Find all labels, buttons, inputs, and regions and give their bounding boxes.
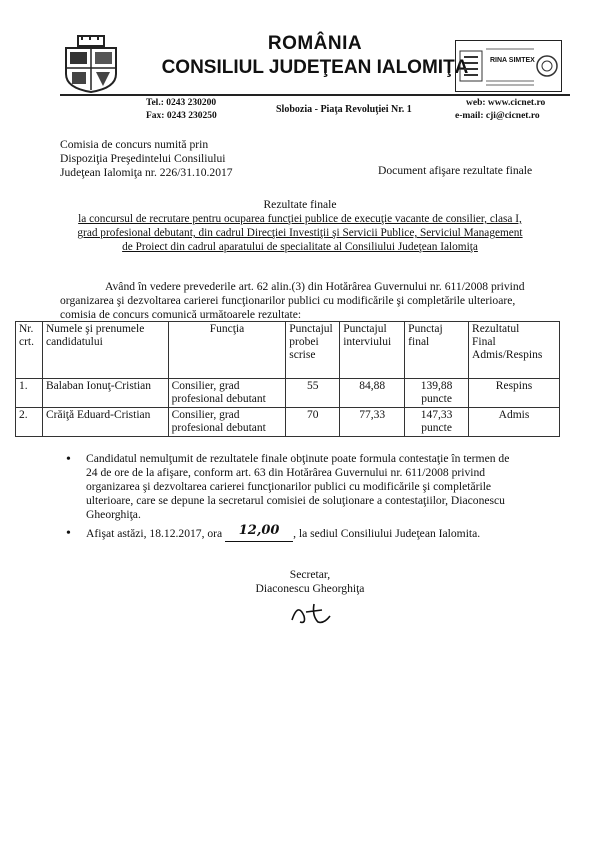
note-line-5: Gheorghiţa. [86, 508, 141, 521]
committee-line-3: Judeţean Ialomiţa nr. 226/31.10.2017 [60, 166, 233, 179]
certification-label: RINA SIMTEX [490, 57, 535, 64]
institution-name: CONSILIUL JUDEŢEAN IALOMIŢA [161, 57, 469, 78]
row-nr: 2. [16, 408, 43, 437]
row-final-score: 139,88 puncte [405, 379, 469, 408]
row-final-score: 147,33 puncte [405, 408, 469, 437]
header-name: Numele şi prenumele candidatului [42, 322, 168, 379]
certification-badge [455, 40, 562, 92]
committee-line-2: Dispoziţia Preşedintelui Consiliului [60, 152, 226, 165]
country-name: ROMÂNIA [267, 33, 363, 54]
contest-title-line-1: la concursul de recrutare pentru ocuparea funcţiei publice de execuţie vacante de consilier, clasa I, [78, 213, 522, 225]
body-line-1: Având în vedere prevederile art. 62 alin.(3) din Hotărârea Guvernului nr. 611/2008 privind [105, 280, 525, 293]
posting-line: Afişat astăzi, 18.12.2017, ora 12,00 , la sediul Consiliului Judeţean Ialomita. [86, 523, 481, 540]
row-interview-score: 84,88 [340, 379, 405, 408]
handwritten-time: 12,00 [238, 523, 280, 538]
document-type: Document afişare rezultate finale [378, 164, 533, 177]
header-interview-score: Punctajul interviului [340, 322, 405, 379]
row-result: Admis [469, 408, 560, 437]
row-function: Consilier, grad profesional debutant [168, 379, 286, 408]
note-line-4: ulterioare, care se depune la secretarul comisiei de soluţionare a contestaţiilor, Diaconescu [86, 494, 505, 507]
table-row [16, 408, 560, 437]
county-coat-of-arms [60, 34, 122, 94]
results-heading: Rezultate finale [263, 198, 337, 211]
bullet-icon: • [66, 526, 71, 541]
header-rule [60, 94, 570, 96]
handwritten-signature [284, 598, 344, 628]
website: web: www.cicnet.ro [466, 98, 546, 108]
body-line-3: comisia de concurs comunică următoarele rezultate: [60, 308, 302, 321]
row-name: Balaban Ionuţ-Cristian [42, 379, 168, 408]
table-row [16, 379, 560, 408]
table-header-row [16, 322, 560, 379]
note-line-3: organizarea şi dezvoltarea carierei funcţionarilor publici cu modificările şi completările [86, 480, 492, 493]
row-interview-score: 77,33 [340, 408, 405, 437]
note-line-1: Candidatul nemulţumit de rezultatele finale obţinute poate formula contestaţie în termen de [86, 452, 510, 465]
row-name: Crăiţă Eduard-Cristian [42, 408, 168, 437]
row-written-score: 70 [286, 408, 340, 437]
row-result: Respins [469, 379, 560, 408]
signature-role: Secretar, [289, 568, 331, 581]
row-nr: 1. [16, 379, 43, 408]
contest-title-line-3: de Proiect din cadrul aparatului de specialitate al Consiliului Judeţean Ialomiţa [122, 241, 478, 253]
results-table [15, 321, 560, 437]
contest-title-line-2: grad profesional debutant, din cadrul Direcţiei Investiţii şi Servicii Publice, Serviciul Management [77, 227, 523, 239]
fax-number: Fax: 0243 230250 [146, 111, 217, 121]
address: Slobozia - Piaţa Revoluţiei Nr. 1 [276, 104, 412, 115]
bullet-icon: • [66, 452, 71, 467]
header-function: Funcţia [168, 322, 286, 379]
row-function: Consilier, grad profesional debutant [168, 408, 286, 437]
committee-line-1: Comisia de concurs numită prin [60, 138, 209, 151]
email-address: e-mail: cji@cicnet.ro [455, 111, 540, 121]
row-written-score: 55 [286, 379, 340, 408]
header-result: Rezultatul Final Admis/Respins [469, 322, 560, 379]
phone-number: Tel.: 0243 230200 [146, 98, 217, 108]
header-nr: Nr. crt. [16, 322, 43, 379]
body-line-2: organizarea şi dezvoltarea carierei funcţionarilor publici cu modificările şi completările ulterioare, [60, 294, 516, 307]
header-final-score: Punctaj final [405, 322, 469, 379]
header-written-score: Punctajul probei scrise [286, 322, 340, 379]
signature-name: Diaconescu Gheorghiţa [255, 582, 365, 595]
note-line-2: 24 de ore de la afişare, conform art. 63 din Hotărârea Guvernului nr. 611/2008 privind [86, 466, 486, 479]
